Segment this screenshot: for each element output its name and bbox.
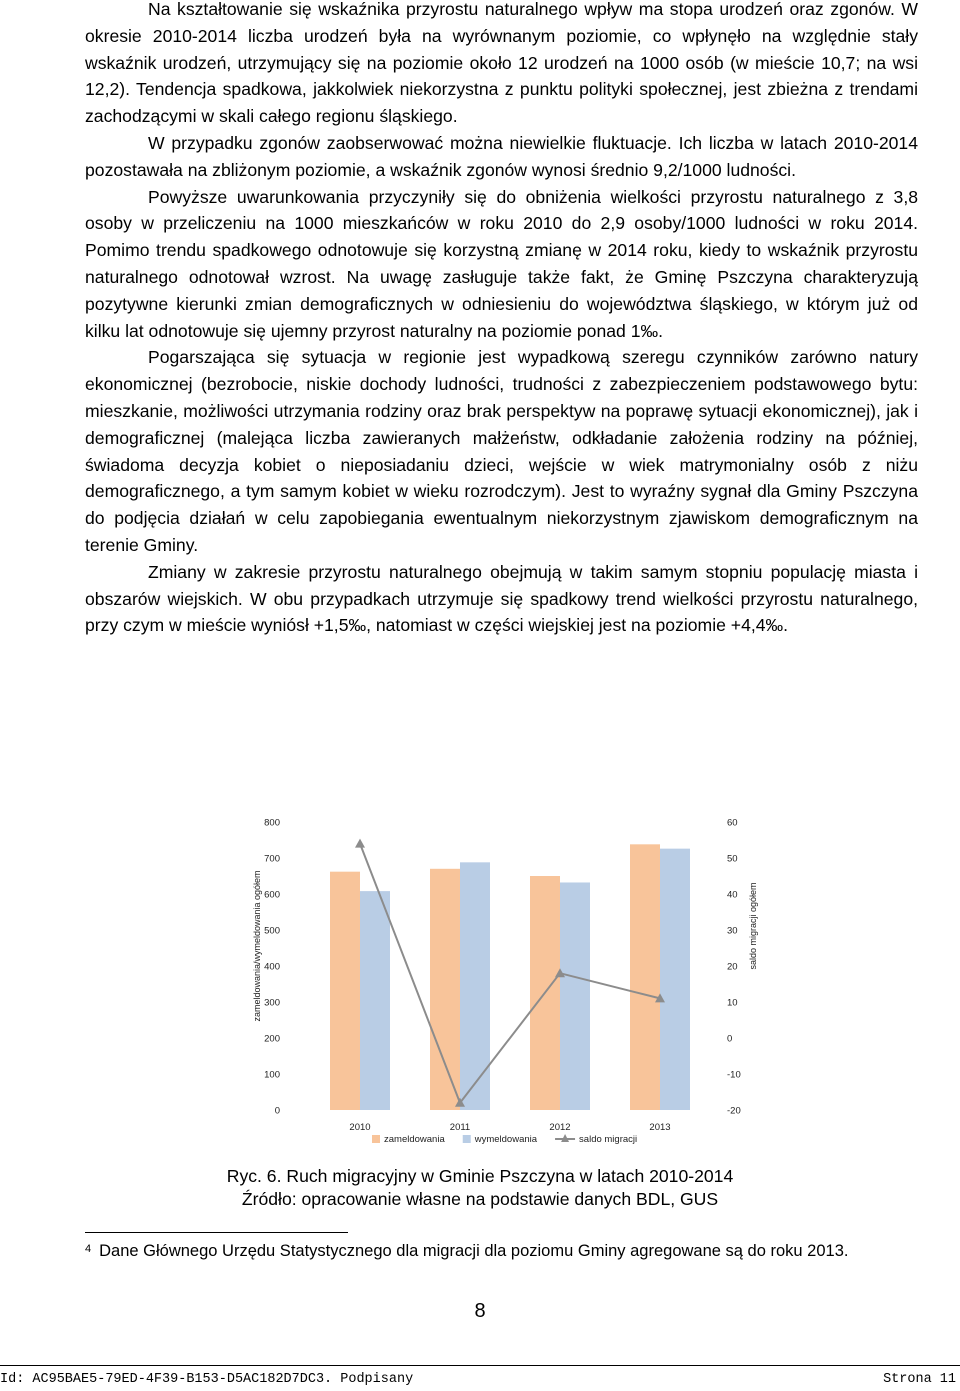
bar-wymeldowania-2013 bbox=[660, 849, 690, 1110]
footer-divider bbox=[0, 1365, 960, 1366]
y2-tick-label: -10 bbox=[727, 1069, 741, 1081]
y-tick-label: 600 bbox=[264, 889, 280, 901]
marker-saldo migracji-2010 bbox=[355, 839, 365, 848]
footer-page-number: Strona 11 bbox=[883, 1372, 956, 1387]
y2-tick-label: 0 bbox=[727, 1033, 733, 1045]
y2-tick-label: 50 bbox=[727, 853, 738, 865]
y-axis-label: zameldowania/wymeldowania ogółem bbox=[252, 870, 262, 1022]
y-tick-label: 200 bbox=[264, 1033, 280, 1045]
y-tick-label: 100 bbox=[264, 1069, 280, 1081]
y-tick-label: 0 bbox=[274, 1105, 280, 1117]
y2-tick-label: 10 bbox=[727, 997, 738, 1009]
x-tick-label: 2013 bbox=[649, 1122, 671, 1133]
paragraph-1: Na kształtowanie się wskaźnika przyrostu naturalnego wpływ ma stopa urodzeń oraz zgonów. W okresie 2010-2014 liczba urodzeń była na wyrównanym poziomie, co wpłynęło na względnie stały wskaźnik urodzeń, utrzymujący się na poziomie około 12 urodzeń na 1000 osób (w mieście 10,7; na wsi 12,2). Tendencja spadkowa, jakkolwiek niekorzystna z punktu polityki społecznej, jest zbieżna z trendami zachodzącymi w skali całego regionu śląskiego. bbox=[85, 0, 918, 127]
y2-tick-label: 30 bbox=[727, 925, 738, 937]
y2-tick-label: 60 bbox=[727, 817, 738, 829]
legend-label-saldo migracji: saldo migracji bbox=[579, 1134, 638, 1145]
chart-svg bbox=[240, 808, 780, 1158]
page-number: 8 bbox=[474, 1300, 486, 1322]
y-tick-label: 500 bbox=[264, 925, 280, 937]
legend-label-zameldowania: zameldowania bbox=[384, 1134, 445, 1145]
y-tick-label: 400 bbox=[264, 961, 280, 973]
line-saldo migracji bbox=[360, 844, 660, 1103]
bar-wymeldowania-2012 bbox=[560, 882, 590, 1110]
footnote-marker: 4 bbox=[85, 1243, 92, 1255]
y2-axis-label: saldo migracji ogółem bbox=[748, 882, 758, 970]
body-text bbox=[85, 0, 918, 639]
paragraph-2: W przypadku zgonów zaobserwować można niewielkie fluktuacje. Ich liczba w latach 2010-2014 pozostawała na zbliżonym poziomie, a wskaźnik zgonów wynosi średnio 9,2/1000 ludności. bbox=[85, 132, 918, 180]
legend-swatch-zameldowania bbox=[372, 1135, 380, 1143]
legend-label-wymeldowania: wymeldowania bbox=[474, 1134, 538, 1145]
footnote-text: Dane Głównego Urzędu Statystycznego dla migracji dla poziomu Gminy agregowane są do roku 2013. bbox=[99, 1242, 849, 1260]
paragraph-3: Powyższe uwarunkowania przyczyniły się do obniżenia wielkości przyrostu naturalnego z 3,8 osoby w przeliczeniu na 1000 mieszkańców w roku 2010 do 2,9 osoby/1000 ludności w roku 2014. Pomimo trendu spadkowego odnotowuje się korzystną zmianę w 2014 roku, kiedy to wskaźnik przyrostu naturalnego odnotował wzrost. Na uwagę zasługuje także fakt, że Gminę Pszczyna charakteryzują pozytywne kierunki zmian demograficznych w odniesieniu do województwa śląskiego, w którym już od kilku lat odnotowuje się ujemny przyrost naturalny na poziomie ponad 1‰. bbox=[85, 186, 918, 341]
y2-tick-label: 20 bbox=[727, 961, 738, 973]
figure-caption: Ryc. 6. Ruch migracyjny w Gminie Pszczyna w latach 2010-2014 bbox=[226, 1166, 734, 1186]
bar-wymeldowania-2011 bbox=[460, 862, 490, 1110]
migration-chart bbox=[240, 808, 780, 1158]
footer-document-id: Id: AC95BAE5-79ED-4F39-B153-D5AC182D7DC3. Podpisany bbox=[0, 1372, 414, 1387]
x-tick-label: 2012 bbox=[549, 1122, 571, 1133]
y-tick-label: 700 bbox=[264, 853, 280, 865]
x-tick-label: 2010 bbox=[349, 1122, 371, 1133]
footnote bbox=[85, 1240, 918, 1262]
bar-wymeldowania-2010 bbox=[360, 891, 390, 1110]
x-tick-label: 2011 bbox=[449, 1122, 471, 1133]
bar-zameldowania-2013 bbox=[630, 844, 660, 1110]
paragraph-5: Zmiany w zakresie przyrostu naturalnego obejmują w takim samym stopniu populację miasta i obszarów wiejskich. W obu przypadkach utrzymuje się spadkowy trend wielkości przyrostu naturalnego, przy czym w mieście wyniósł +1,5‰, natomiast w części wiejskiej jest na poziomie +4,4‰. bbox=[85, 561, 918, 636]
bar-zameldowania-2011 bbox=[430, 869, 460, 1110]
bar-zameldowania-2010 bbox=[330, 872, 360, 1110]
y-tick-label: 300 bbox=[264, 997, 280, 1009]
figure-source: Źródło: opracowanie własne na podstawie danych BDL, GUS bbox=[241, 1189, 719, 1209]
y2-tick-label: -20 bbox=[727, 1105, 741, 1117]
footnote-divider bbox=[85, 1232, 348, 1233]
y-tick-label: 800 bbox=[264, 817, 280, 829]
y2-tick-label: 40 bbox=[727, 889, 738, 901]
paragraph-4: Pogarszająca się sytuacja w regionie jest wypadkową szeregu czynników zarówno natury ekonomicznej (bezrobocie, niskie dochody ludności, trudności z zabezpieczeniem podstawowego bytu: mieszkanie, możliwości utrzymania rodziny oraz brak perspektyw na poprawę sytuacji ekonomicznej), jak i demograficznej (malejąca liczba zawieranych małżeństw, odkładanie założenia rodziny na później, świadoma decyzja kobiet o nieposiadaniu dzieci, wejście w wiek matrymonialny osób z niżu demograficznego, a tym samym kobiet w wieku rozrodczym). Jest to wyraźny sygnał dla Gminy Pszczyna do podjęcia działań w celu zapobiegania ewentualnym niekorzystnym zjawiskom demograficznym na terenie Gminy. bbox=[85, 347, 918, 555]
legend-swatch-wymeldowania bbox=[463, 1135, 471, 1143]
